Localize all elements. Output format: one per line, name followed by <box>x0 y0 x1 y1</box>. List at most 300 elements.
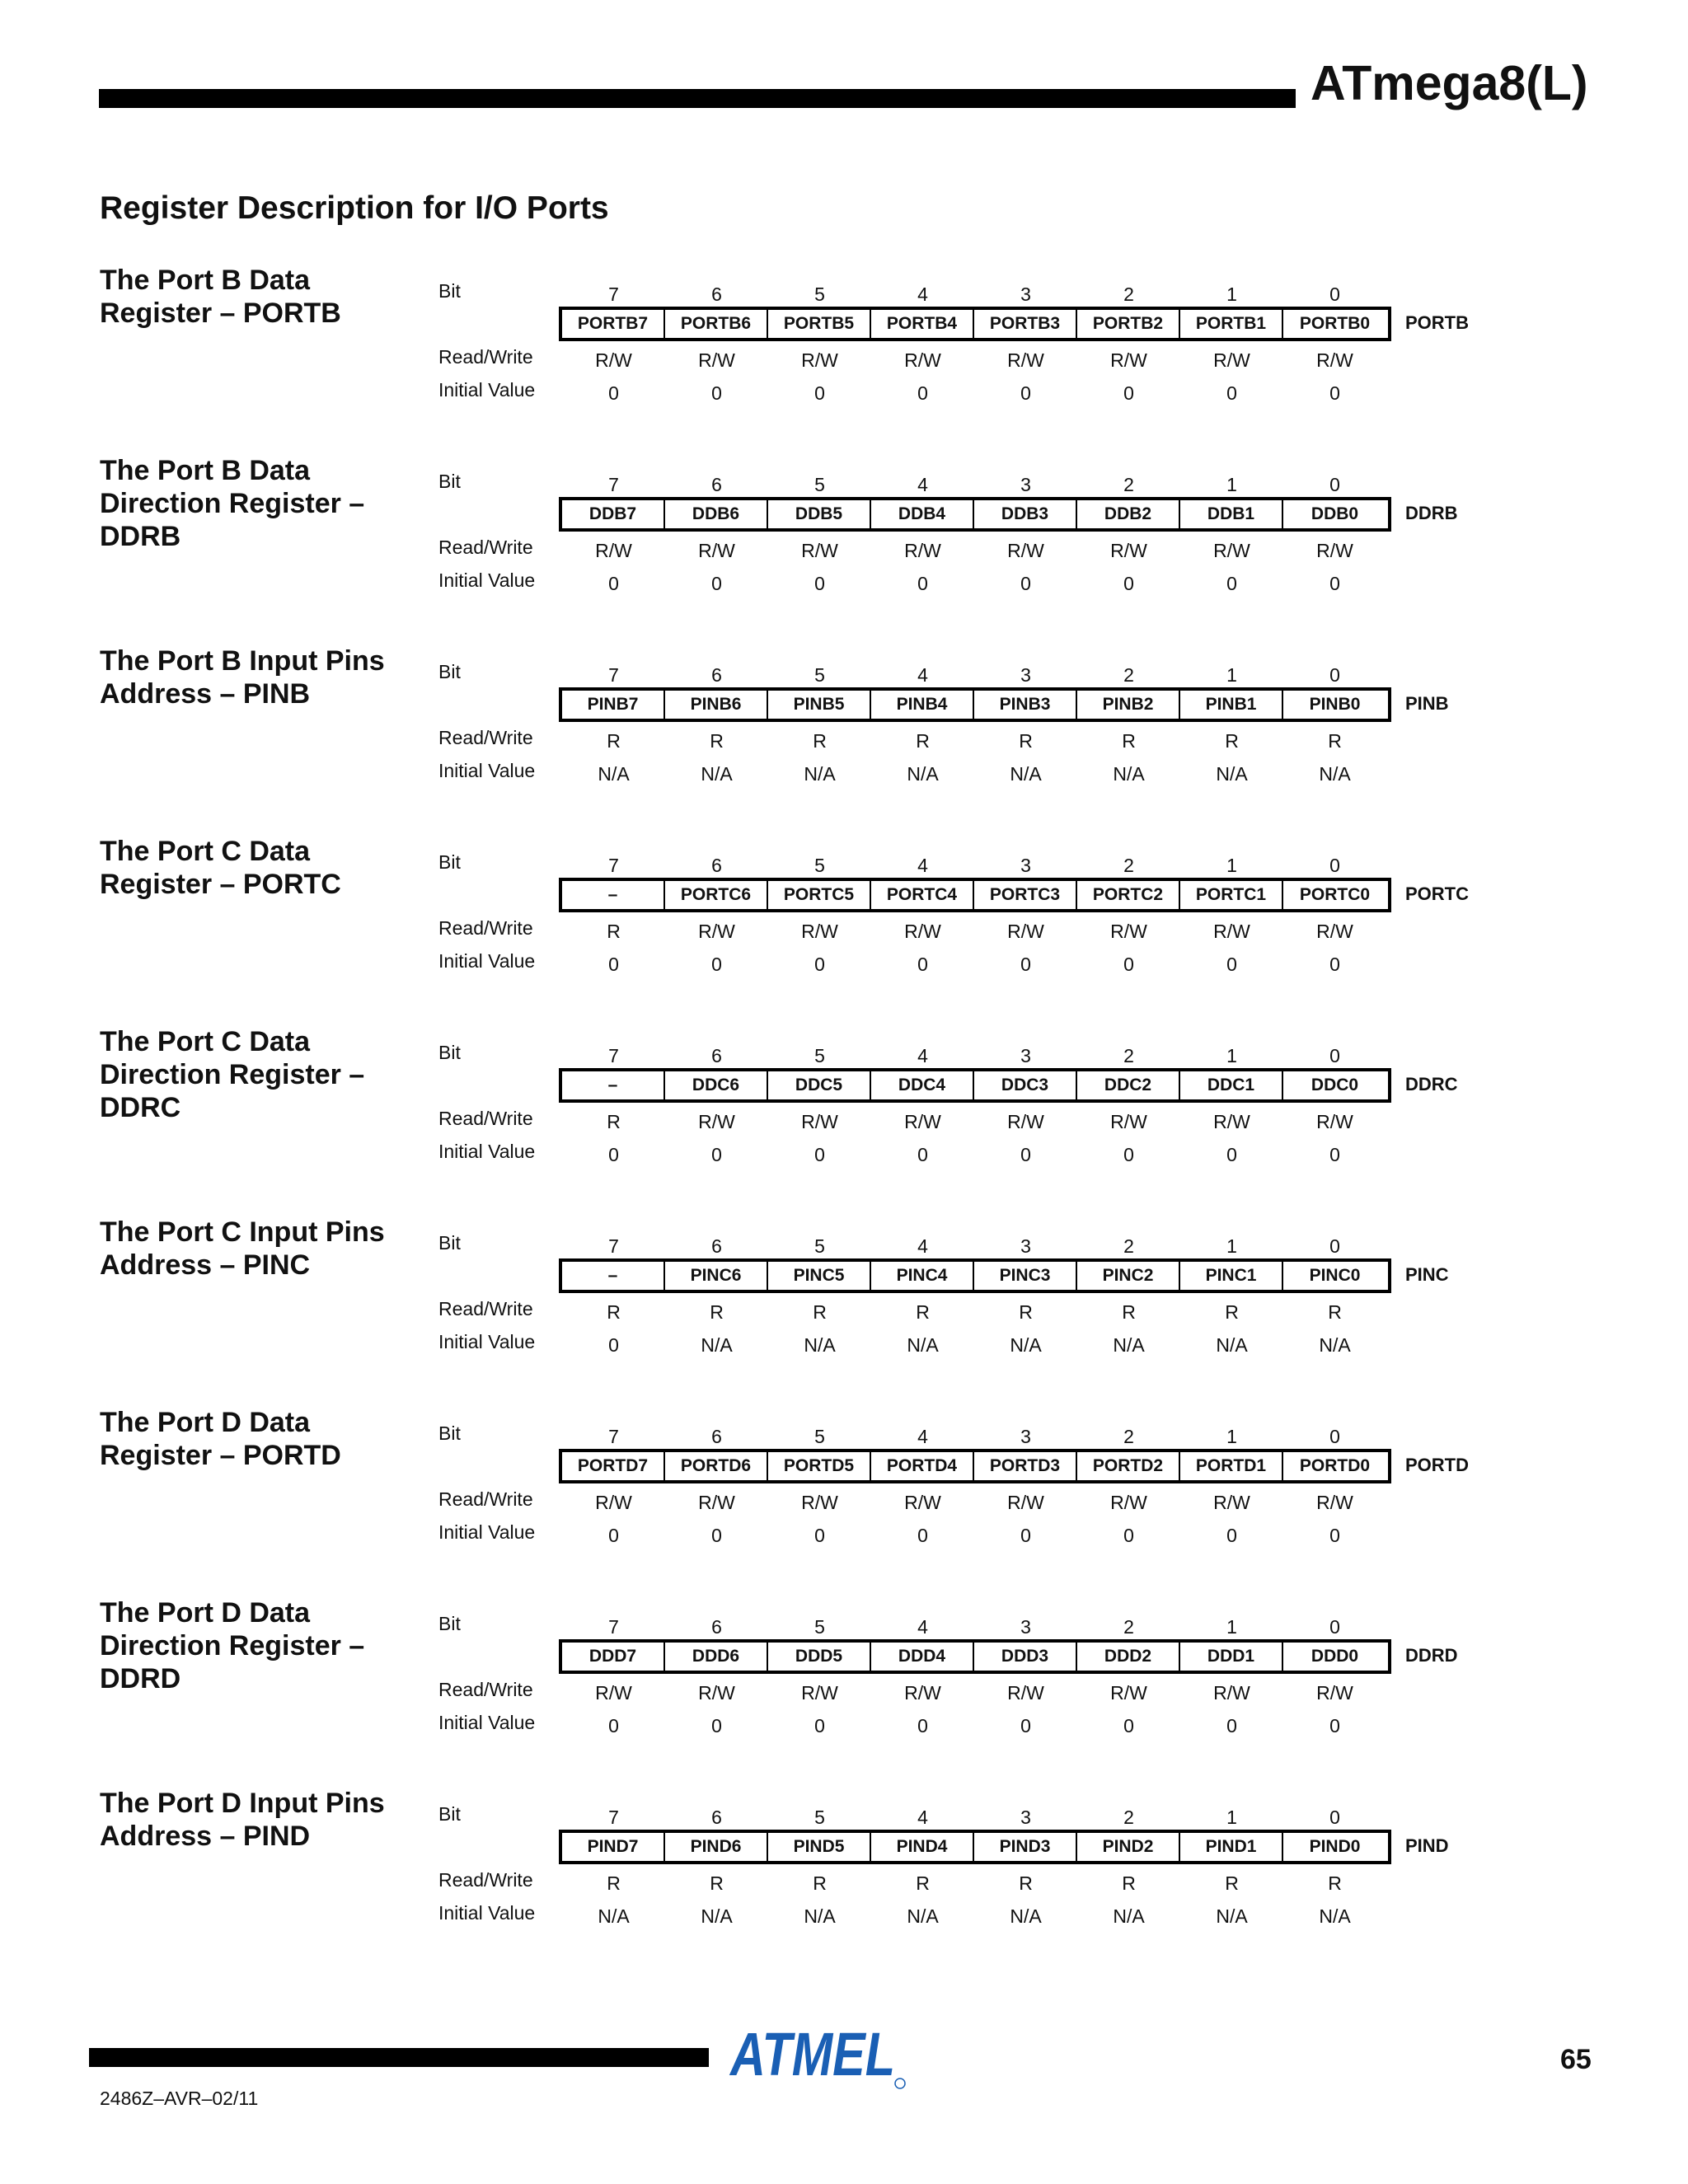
initial-value: N/A <box>1113 1334 1145 1356</box>
read-write-value: R <box>607 1872 621 1894</box>
read-write-value: R/W <box>904 349 941 371</box>
bit-number: 4 <box>917 1045 928 1066</box>
bit-cell: DDC4 <box>871 1071 974 1099</box>
read-write-value: R/W <box>1007 1492 1044 1513</box>
initial-value: 0 <box>917 1715 928 1736</box>
bit-number: 7 <box>608 664 619 686</box>
bit-number: 6 <box>711 664 722 686</box>
bit-number: 1 <box>1226 1045 1237 1066</box>
bit-cell: PORTC0 <box>1299 885 1371 904</box>
read-write-value: R/W <box>1316 1492 1353 1513</box>
initial-value: 0 <box>1020 1525 1031 1546</box>
bit-cell: DDB7 <box>562 500 665 528</box>
initial-value: 0 <box>1020 1715 1031 1736</box>
bit-cell: DDD0 <box>1311 1647 1359 1666</box>
initial-value: N/A <box>907 1905 939 1927</box>
section-title: Register Description for I/O Ports <box>100 190 609 226</box>
document-id: 2486Z–AVR–02/11 <box>100 2088 259 2109</box>
register-title <box>100 1787 385 1853</box>
bit-number: 7 <box>608 855 619 876</box>
read-write-value: R/W <box>1007 1111 1044 1132</box>
bit-cell: PORTD0 <box>1299 1456 1371 1475</box>
initial-value: N/A <box>1010 763 1042 785</box>
initial-value: N/A <box>1216 763 1248 785</box>
read-write-value: R/W <box>1007 1682 1044 1704</box>
initial-value: 0 <box>814 1525 825 1546</box>
bit-cell: DDC6 <box>665 1071 768 1099</box>
initial-value: 0 <box>917 1525 928 1546</box>
bit-cell: PINC2 <box>1077 1262 1180 1290</box>
bit-cell: PINB0 <box>1309 695 1361 714</box>
read-write-value: R/W <box>801 921 838 942</box>
bit-number: 5 <box>814 1426 825 1447</box>
initial-value: N/A <box>1319 763 1351 785</box>
bit-cell: DDD7 <box>562 1643 665 1671</box>
read-write-value: R <box>1328 1872 1342 1894</box>
register-title-line: Direction Register – <box>100 488 365 519</box>
read-write-value: R/W <box>1316 1682 1353 1704</box>
bit-cell: PORTB4 <box>871 310 974 338</box>
initial-value: 0 <box>608 1334 619 1356</box>
bit-number: 0 <box>1329 664 1340 686</box>
bit-cell: DDB4 <box>871 500 974 528</box>
bit-number: 0 <box>1329 1426 1340 1447</box>
read-write-value: R/W <box>698 540 735 561</box>
initial-value: 0 <box>1226 954 1237 975</box>
initial-value: N/A <box>1010 1905 1042 1927</box>
header-rule <box>99 89 1296 108</box>
read-write-value: R/W <box>801 540 838 561</box>
bit-number: 2 <box>1123 284 1134 305</box>
bit-number: 0 <box>1329 1235 1340 1257</box>
bit-cell: PINC6 <box>665 1262 768 1290</box>
bit-cell: DDB5 <box>768 500 871 528</box>
bit-cell: PINC1 <box>1180 1262 1283 1290</box>
bit-number: 5 <box>814 284 825 305</box>
read-write-value: R/W <box>698 921 735 942</box>
register-block <box>0 1025 1688 1216</box>
bit-cell: DDB0 <box>1311 504 1359 523</box>
bit-number: 3 <box>1020 1045 1031 1066</box>
register-name: PORTC <box>1405 883 1469 904</box>
bit-cell: PORTD7 <box>562 1452 665 1480</box>
register-title-line: Register – PORTD <box>100 1440 341 1471</box>
bit-number: 1 <box>1226 1426 1237 1447</box>
bit-cell: PINC3 <box>974 1262 1077 1290</box>
bit-number: 5 <box>814 1235 825 1257</box>
read-write-value: R/W <box>904 540 941 561</box>
bit-cell: PORTB5 <box>768 310 871 338</box>
bit-number: 5 <box>814 1807 825 1828</box>
read-write-value: R <box>607 1111 621 1132</box>
bit-number: 5 <box>814 1045 825 1066</box>
bit-number: 0 <box>1329 284 1340 305</box>
read-write-row-label: Read/Write <box>438 1108 533 1129</box>
initial-value: 0 <box>917 954 928 975</box>
register-bit-table <box>559 1258 1391 1293</box>
initial-value: 0 <box>1123 1144 1134 1165</box>
initial-value: N/A <box>804 1905 836 1927</box>
register-title <box>100 835 341 901</box>
register-bit-table <box>559 1449 1391 1483</box>
read-write-value: R <box>1122 1872 1136 1894</box>
read-write-value: R/W <box>1110 1682 1147 1704</box>
initial-value: 0 <box>1226 1715 1237 1736</box>
read-write-value: R/W <box>801 1492 838 1513</box>
bit-cell: PORTB7 <box>562 310 665 338</box>
read-write-value: R <box>813 1301 827 1323</box>
read-write-value: R/W <box>698 349 735 371</box>
bit-number: 3 <box>1020 855 1031 876</box>
read-write-value: R/W <box>698 1492 735 1513</box>
initial-value: N/A <box>1113 1905 1145 1927</box>
read-write-value: R/W <box>1110 349 1147 371</box>
bit-number: 7 <box>608 1426 619 1447</box>
initial-value: 0 <box>608 1715 619 1736</box>
register-title-line: The Port B Input Pins <box>100 645 385 677</box>
bit-number: 5 <box>814 664 825 686</box>
initial-value: 0 <box>1123 954 1134 975</box>
bit-number: 2 <box>1123 1426 1134 1447</box>
bit-number: 3 <box>1020 284 1031 305</box>
initial-value: 0 <box>608 954 619 975</box>
read-write-value: R <box>916 730 930 752</box>
bit-number: 7 <box>608 1045 619 1066</box>
register-title-line: DDRC <box>100 1092 181 1123</box>
bit-cell: PORTC1 <box>1180 881 1283 909</box>
bit-cell: PIND4 <box>871 1833 974 1861</box>
initial-value: N/A <box>804 763 836 785</box>
initial-value: 0 <box>608 1144 619 1165</box>
register-block <box>0 835 1688 1026</box>
bit-number: 4 <box>917 474 928 495</box>
register-bit-table <box>559 307 1391 341</box>
document-title: ATmega8(L) <box>1311 56 1588 110</box>
read-write-value: R <box>1019 1301 1033 1323</box>
read-write-value: R/W <box>904 1111 941 1132</box>
read-write-value: R/W <box>904 921 941 942</box>
read-write-value: R/W <box>1110 921 1147 942</box>
atmel-logo-text: ATMEL <box>729 2020 895 2088</box>
bit-number: 2 <box>1123 855 1134 876</box>
bit-row-label: Bit <box>438 1232 461 1254</box>
bit-number: 6 <box>711 474 722 495</box>
initial-value: 0 <box>711 1144 722 1165</box>
bit-number: 6 <box>711 1045 722 1066</box>
bit-number: 4 <box>917 664 928 686</box>
initial-value: 0 <box>1329 954 1340 975</box>
read-write-value: R <box>916 1872 930 1894</box>
bit-cell: PINC5 <box>768 1262 871 1290</box>
bit-cell: DDC5 <box>768 1071 871 1099</box>
register-bit-table <box>559 687 1391 722</box>
initial-value: 0 <box>1020 573 1031 594</box>
initial-value: 0 <box>711 1525 722 1546</box>
initial-value: 0 <box>1329 573 1340 594</box>
read-write-value: R <box>607 730 621 752</box>
read-write-value: R <box>1122 1301 1136 1323</box>
initial-value: 0 <box>1226 382 1237 404</box>
initial-value: 0 <box>1329 1525 1340 1546</box>
bit-number: 3 <box>1020 1807 1031 1828</box>
bit-number: 1 <box>1226 1807 1237 1828</box>
bit-row-label: Bit <box>438 280 461 302</box>
bit-number: 6 <box>711 1616 722 1638</box>
register-title-line: Address – PINC <box>100 1249 311 1281</box>
read-write-value: R/W <box>1213 921 1250 942</box>
bit-cell: DDB6 <box>665 500 768 528</box>
register-name: PORTD <box>1405 1455 1469 1475</box>
bit-number: 7 <box>608 284 619 305</box>
initial-value: 0 <box>917 382 928 404</box>
bit-cell: PORTB2 <box>1077 310 1180 338</box>
initial-value: N/A <box>701 1905 733 1927</box>
read-write-value: R <box>916 1301 930 1323</box>
bit-cell: DDC3 <box>974 1071 1077 1099</box>
initial-value: 0 <box>814 573 825 594</box>
initial-value: N/A <box>1216 1905 1248 1927</box>
initial-value: 0 <box>608 1525 619 1546</box>
bit-row-label: Bit <box>438 1422 461 1444</box>
read-write-value: R/W <box>1213 1682 1250 1704</box>
bit-row-label: Bit <box>438 1613 461 1634</box>
bit-cell: PORTD1 <box>1180 1452 1283 1480</box>
initial-value: 0 <box>814 1715 825 1736</box>
register-title-line: Address – PINB <box>100 678 311 710</box>
initial-value: N/A <box>701 1334 733 1356</box>
bit-number: 2 <box>1123 1807 1134 1828</box>
read-write-row-label: Read/Write <box>438 727 533 748</box>
initial-value: 0 <box>711 954 722 975</box>
bit-number: 6 <box>711 1807 722 1828</box>
initial-value: 0 <box>1020 954 1031 975</box>
initial-value: N/A <box>1319 1905 1351 1927</box>
register-block <box>0 454 1688 645</box>
register-bit-table <box>559 1639 1391 1674</box>
initial-value: 0 <box>1123 1715 1134 1736</box>
bit-number: 3 <box>1020 474 1031 495</box>
bit-cell: PINC0 <box>1309 1266 1361 1285</box>
read-write-value: R/W <box>1110 540 1147 561</box>
bit-cell: PIND6 <box>665 1833 768 1861</box>
register-title-line: Direction Register – <box>100 1630 365 1661</box>
read-write-row-label: Read/Write <box>438 917 533 939</box>
bit-cell: PORTD5 <box>768 1452 871 1480</box>
bit-number: 0 <box>1329 1045 1340 1066</box>
read-write-row-label: Read/Write <box>438 346 533 368</box>
initial-value: 0 <box>814 954 825 975</box>
read-write-value: R/W <box>801 1682 838 1704</box>
atmel-logo <box>727 2014 907 2090</box>
bit-cell: PIND3 <box>974 1833 1077 1861</box>
bit-row-label: Bit <box>438 471 461 492</box>
register-title-line: The Port D Input Pins <box>100 1788 385 1819</box>
bit-number: 4 <box>917 855 928 876</box>
bit-row-label: Bit <box>438 661 461 682</box>
bit-cell: PIND7 <box>562 1833 665 1861</box>
bit-row-label: Bit <box>438 1803 461 1825</box>
register-title <box>100 264 341 330</box>
bit-cell: PORTB0 <box>1299 314 1371 333</box>
initial-value: 0 <box>1329 1715 1340 1736</box>
register-name: DDRB <box>1405 503 1458 523</box>
read-write-value: R <box>1019 730 1033 752</box>
bit-cell: DDC2 <box>1077 1071 1180 1099</box>
bit-number: 2 <box>1123 1616 1134 1638</box>
initial-value: 0 <box>711 382 722 404</box>
register-bit-table <box>559 1068 1391 1103</box>
read-write-value: R/W <box>904 1682 941 1704</box>
read-write-value: R <box>1225 730 1239 752</box>
read-write-value: R <box>607 1301 621 1323</box>
register-block <box>0 1787 1688 1978</box>
read-write-value: R <box>1328 1301 1342 1323</box>
bit-number: 5 <box>814 855 825 876</box>
bit-number: 4 <box>917 1807 928 1828</box>
read-write-value: R <box>1225 1301 1239 1323</box>
bit-number: 6 <box>711 284 722 305</box>
register-title <box>100 454 364 553</box>
read-write-value: R/W <box>801 1111 838 1132</box>
read-write-value: R <box>607 921 621 942</box>
bit-number: 1 <box>1226 1235 1237 1257</box>
initial-value: N/A <box>1010 1334 1042 1356</box>
bit-number: 1 <box>1226 284 1237 305</box>
register-title <box>100 644 385 710</box>
read-write-value: R/W <box>595 349 632 371</box>
register-bit-table <box>559 878 1391 912</box>
bit-cell: PIND0 <box>1309 1837 1361 1856</box>
register-title <box>100 1025 364 1124</box>
initial-value: 0 <box>608 382 619 404</box>
bit-cell: PINC4 <box>871 1262 974 1290</box>
initial-value: 0 <box>711 573 722 594</box>
initial-value: 0 <box>917 1144 928 1165</box>
register-title-line: The Port B Data <box>100 455 311 486</box>
read-write-value: R/W <box>1007 921 1044 942</box>
initial-value: 0 <box>608 573 619 594</box>
bit-number: 3 <box>1020 664 1031 686</box>
bit-number: 1 <box>1226 855 1237 876</box>
bit-cell: PINB2 <box>1077 691 1180 719</box>
bit-cell: DDD3 <box>974 1643 1077 1671</box>
bit-number: 7 <box>608 1616 619 1638</box>
read-write-row-label: Read/Write <box>438 537 533 558</box>
bit-cell: PINB7 <box>562 691 665 719</box>
initial-value: N/A <box>701 763 733 785</box>
register-name: PINC <box>1405 1264 1449 1285</box>
read-write-row-label: Read/Write <box>438 1679 533 1700</box>
bit-number: 0 <box>1329 1616 1340 1638</box>
read-write-value: R <box>1225 1872 1239 1894</box>
read-write-value: R <box>710 1872 724 1894</box>
bit-number: 5 <box>814 474 825 495</box>
bit-number: 0 <box>1329 474 1340 495</box>
register-block <box>0 1596 1688 1788</box>
bit-cell: DDD4 <box>871 1643 974 1671</box>
initial-value-row-label: Initial Value <box>438 569 536 591</box>
bit-cell: PIND5 <box>768 1833 871 1861</box>
bit-cell: DDD6 <box>665 1643 768 1671</box>
read-write-value: R/W <box>1110 1492 1147 1513</box>
read-write-value: R/W <box>1007 540 1044 561</box>
read-write-value: R <box>1019 1872 1033 1894</box>
register-title-line: DDRB <box>100 521 181 552</box>
bit-cell: PORTD3 <box>974 1452 1077 1480</box>
bit-cell: PORTC5 <box>768 881 871 909</box>
initial-value: N/A <box>1216 1334 1248 1356</box>
bit-cell: DDD5 <box>768 1643 871 1671</box>
register-title-line: The Port C Input Pins <box>100 1216 385 1248</box>
initial-value: N/A <box>598 763 630 785</box>
read-write-value: R/W <box>1007 349 1044 371</box>
initial-value: N/A <box>907 763 939 785</box>
bit-number: 3 <box>1020 1616 1031 1638</box>
register-name: PINB <box>1405 693 1449 714</box>
bit-cell: PORTC3 <box>974 881 1077 909</box>
bit-cell: PORTD4 <box>871 1452 974 1480</box>
register-block <box>0 1216 1688 1407</box>
initial-value: 0 <box>814 382 825 404</box>
bit-number: 3 <box>1020 1426 1031 1447</box>
bit-row-label: Bit <box>438 851 461 873</box>
register-title-line: Register – PORTC <box>100 869 341 900</box>
bit-number: 0 <box>1329 1807 1340 1828</box>
read-write-value: R <box>710 1301 724 1323</box>
initial-value: 0 <box>1226 1144 1237 1165</box>
register-title-line: The Port D Data <box>100 1597 311 1629</box>
read-write-value: R <box>813 1872 827 1894</box>
initial-value-row-label: Initial Value <box>438 1521 536 1543</box>
read-write-value: R/W <box>1316 1111 1353 1132</box>
bit-number: 4 <box>917 1235 928 1257</box>
register-bit-table <box>559 497 1391 532</box>
initial-value-row-label: Initial Value <box>438 1902 536 1924</box>
initial-value: 0 <box>1020 382 1031 404</box>
initial-value-row-label: Initial Value <box>438 1141 536 1162</box>
read-write-value: R/W <box>1110 1111 1147 1132</box>
bit-number: 2 <box>1123 474 1134 495</box>
read-write-value: R <box>1328 730 1342 752</box>
initial-value: 0 <box>1329 382 1340 404</box>
read-write-value: R <box>1122 730 1136 752</box>
read-write-value: R/W <box>1316 540 1353 561</box>
read-write-value: R/W <box>904 1492 941 1513</box>
read-write-row-label: Read/Write <box>438 1869 533 1891</box>
initial-value-row-label: Initial Value <box>438 760 536 781</box>
bit-cell: PINB3 <box>974 691 1077 719</box>
initial-value: 0 <box>711 1715 722 1736</box>
register-title-line: The Port C Data <box>100 836 311 867</box>
initial-value: 0 <box>1123 1525 1134 1546</box>
bit-cell: DDC1 <box>1180 1071 1283 1099</box>
bit-cell: DDB3 <box>974 500 1077 528</box>
read-write-value: R/W <box>1213 540 1250 561</box>
bit-cell: PORTD2 <box>1077 1452 1180 1480</box>
register-title <box>100 1216 385 1282</box>
initial-value-row-label: Initial Value <box>438 1712 536 1733</box>
register-title-line: The Port C Data <box>100 1026 311 1057</box>
register-title-line: Address – PIND <box>100 1821 311 1852</box>
bit-number: 6 <box>711 1235 722 1257</box>
initial-value: 0 <box>814 1144 825 1165</box>
initial-value: 0 <box>917 573 928 594</box>
initial-value-row-label: Initial Value <box>438 950 536 972</box>
bit-cell: PINB5 <box>768 691 871 719</box>
bit-cell: – <box>562 1071 665 1099</box>
bit-number: 5 <box>814 1616 825 1638</box>
page-number: 65 <box>1560 2044 1592 2075</box>
